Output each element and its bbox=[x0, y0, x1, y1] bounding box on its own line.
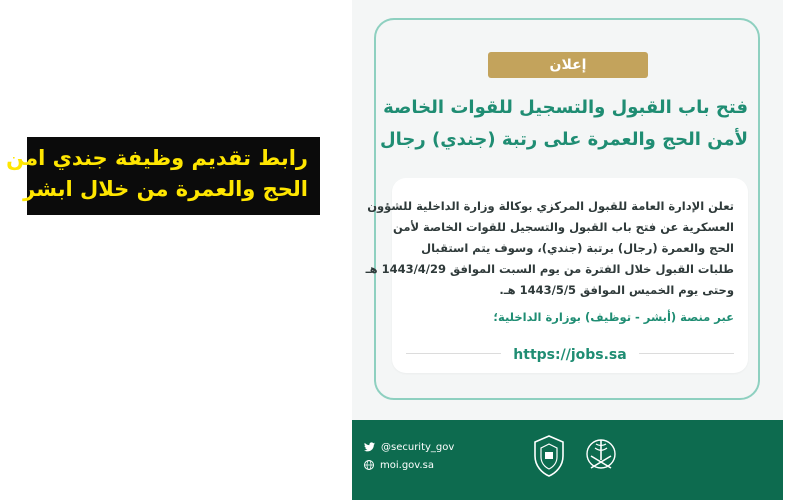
body-line: تعلن الإدارة العامة للقبول المركزي بوكالة وزارة الداخلية للشؤون bbox=[367, 199, 734, 213]
saudi-emblem-icon bbox=[584, 434, 618, 478]
body-line: العسكرية عن فتح باب القبول والتسجيل للقوات الخاصة لأمن bbox=[393, 220, 734, 234]
body-line: وحتى يوم الخميس الموافق 1443/5/5 هـ. bbox=[499, 283, 734, 297]
caption-line-2: الحج والعمرة من خلال ابشر bbox=[23, 177, 308, 201]
security-emblem-icon bbox=[532, 434, 566, 478]
caption-line-1: رابط تقديم وظيفة جندي امن bbox=[6, 146, 308, 170]
poster-headline bbox=[379, 92, 748, 156]
headline-line-1: فتح باب القبول والتسجيل للقوات الخاصة bbox=[383, 97, 748, 118]
platform-note: عبر منصة (أبشر - توظيف) بوزارة الداخلية؛ bbox=[493, 310, 734, 324]
website-link: moi.gov.sa bbox=[380, 459, 434, 471]
twitter-handle: @security_gov bbox=[381, 441, 455, 453]
jobs-link[interactable]: https://jobs.sa bbox=[501, 345, 638, 365]
announcement-card bbox=[365, 178, 748, 373]
body-line: طلبات القبول خلال الفترة من يوم السبت الموافق 1443/4/29 هـ bbox=[365, 262, 734, 276]
headline-line-2: لأمن الحج والعمرة على رتبة (جندي) رجال bbox=[379, 129, 748, 150]
website-row[interactable] bbox=[364, 456, 454, 474]
url-row bbox=[392, 344, 748, 365]
announcement-poster bbox=[352, 0, 783, 500]
social-links bbox=[364, 438, 454, 474]
poster-footer bbox=[352, 420, 783, 500]
body-line: الحج والعمرة (رجال) برتبة (جندي)، وسوف يتم استقبال bbox=[421, 241, 734, 255]
twitter-icon bbox=[364, 442, 375, 452]
globe-icon bbox=[364, 460, 374, 470]
twitter-row[interactable] bbox=[364, 438, 454, 456]
announcement-badge: إعلان bbox=[488, 52, 648, 78]
headline-caption-box bbox=[6, 137, 320, 215]
